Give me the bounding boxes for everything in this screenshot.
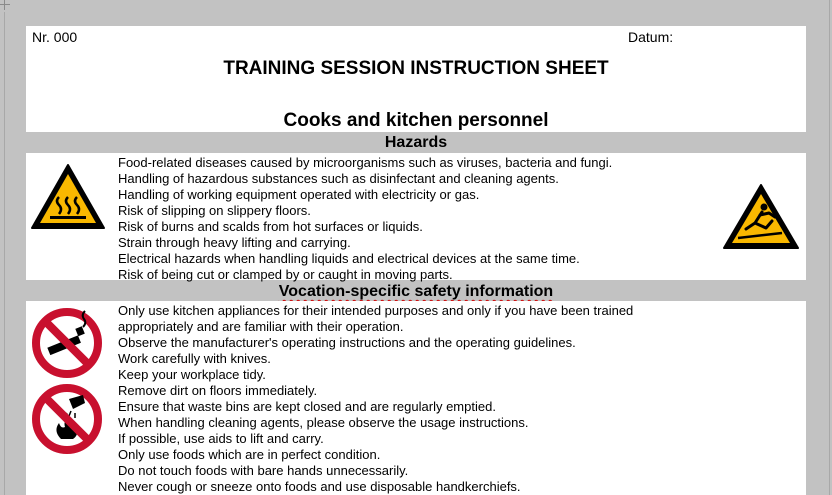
hot-surface-warning-icon [30, 163, 106, 231]
date-label: Datum: [628, 29, 674, 45]
hazards-section [26, 153, 806, 280]
list-item: Only use kitchen appliances for their intended purposes and only if you have been trained [118, 303, 634, 318]
list-item: If possible, use aids to lift and carry. [118, 431, 324, 446]
list-item: Remove dirt on floors immediately. [118, 383, 318, 398]
list-item: Risk of burns and scalds from hot surfaces or liquids. [118, 219, 423, 234]
list-item: Risk of slipping on slippery floors. [118, 203, 311, 218]
vocation-section [26, 301, 806, 495]
no-smoking-icon [31, 307, 103, 379]
vocation-heading [26, 283, 806, 301]
list-item: Strain through heavy lifting and carrying. [118, 235, 351, 250]
right-margin-line [829, 0, 830, 495]
list-item: Never cough or sneeze onto foods and use disposable handkerchiefs. [118, 479, 521, 494]
list-item: Do not touch foods with bare hands unnecessarily. [118, 463, 409, 478]
hazards-heading: Hazards [384, 134, 448, 151]
hazards-list [118, 155, 612, 283]
list-item: Electrical hazards when handling liquids and electrical devices at the same time. [118, 251, 580, 266]
list-item: appropriately and are familiar with their operation. [118, 319, 404, 334]
no-water-on-fire-icon [31, 383, 103, 455]
list-item: Food-related diseases caused by microorganisms such as viruses, bacteria and fungi. [118, 155, 613, 170]
vocation-list [118, 303, 633, 495]
list-item: Handling of hazardous substances such as disinfectant and cleaning agents. [118, 171, 559, 186]
document-number: Nr. 000 [32, 29, 78, 45]
list-item: Risk of being cut or clamped by or caught in moving parts. [118, 267, 453, 282]
text-boundary-corner [0, 0, 10, 10]
list-item: Handling of working equipment operated with electricity or gas. [118, 187, 480, 202]
page-title: TRAINING SESSION INSTRUCTION SHEET [223, 58, 609, 79]
left-margin-line [4, 12, 5, 495]
list-item: Ensure that waste bins are kept closed and are regularly emptied. [118, 399, 496, 414]
slippery-floor-warning-icon [722, 183, 800, 251]
list-item: Observe the manufacturer's operating instructions and the operating guidelines. [118, 335, 576, 350]
vocation-heading-text: Vocation-specific safety information [278, 283, 554, 300]
page-subtitle: Cooks and kitchen personnel [283, 110, 549, 131]
list-item: When handling cleaning agents, please observe the usage instructions. [118, 415, 529, 430]
list-item: Keep your workplace tidy. [118, 367, 266, 382]
list-item: Only use foods which are in perfect condition. [118, 447, 381, 462]
list-item: Work carefully with knives. [118, 351, 271, 366]
